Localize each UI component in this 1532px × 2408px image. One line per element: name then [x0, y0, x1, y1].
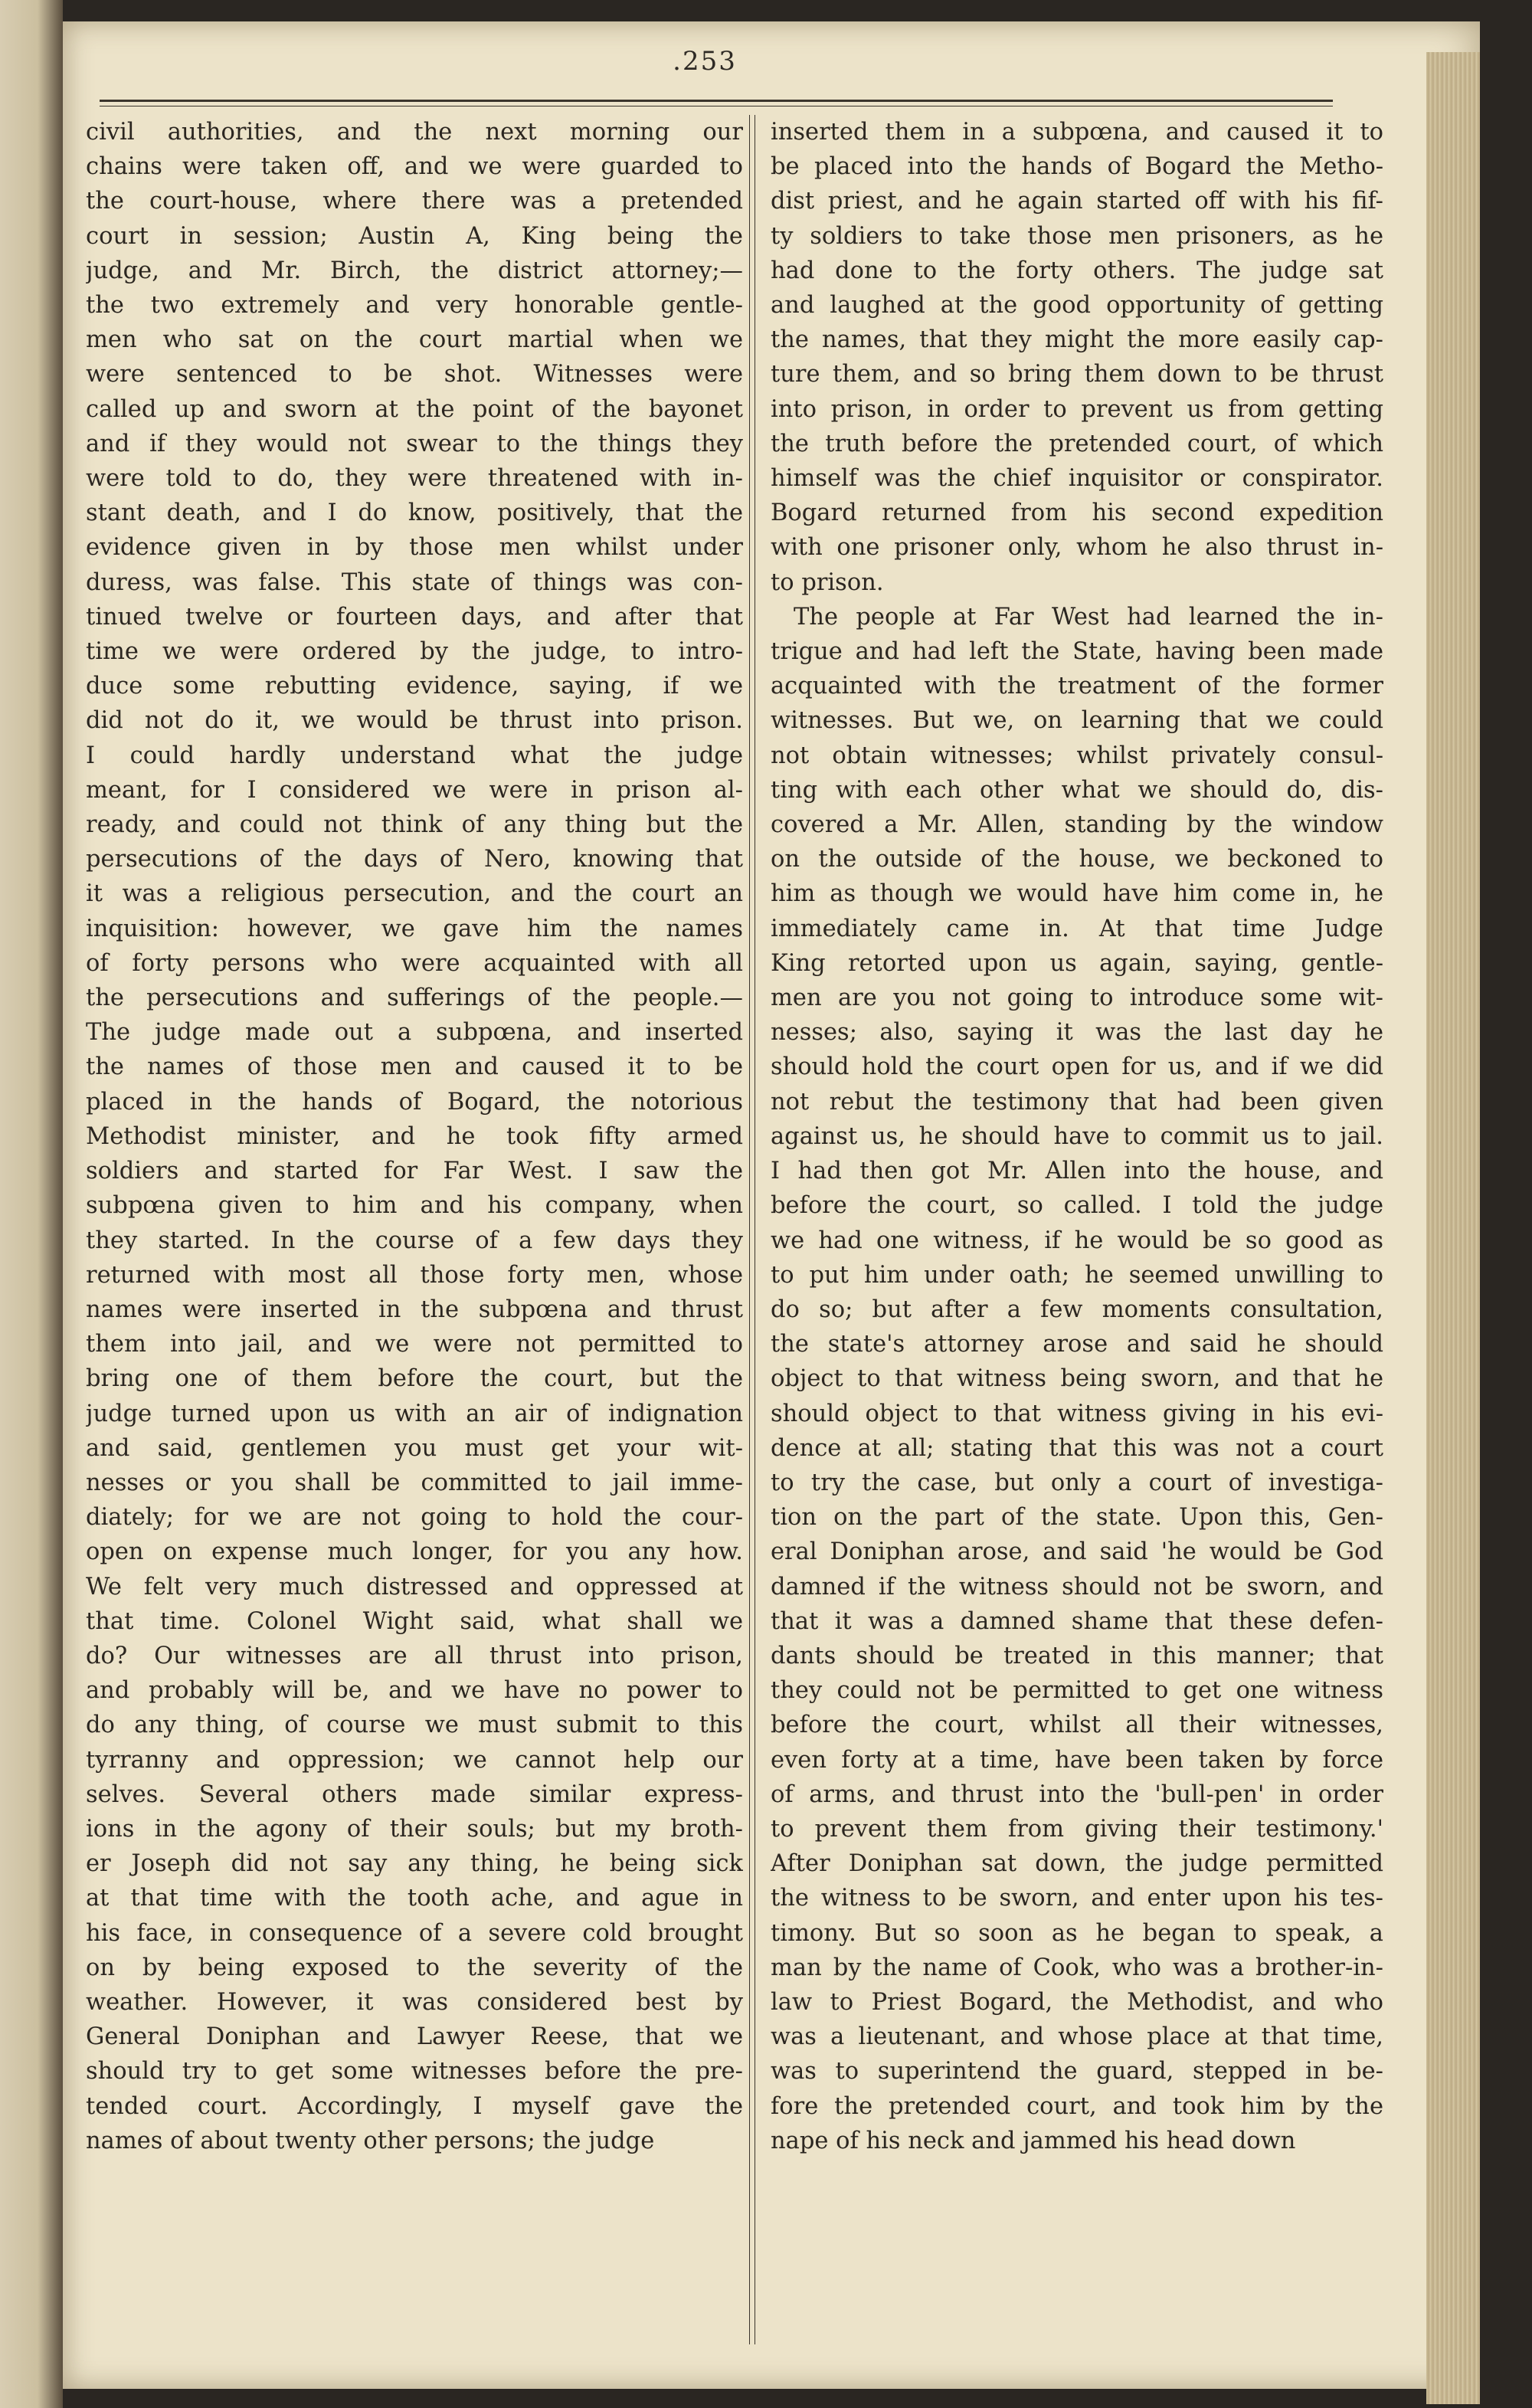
- text-line: After Doniphan sat down, the judge permitted: [771, 1850, 1383, 1878]
- text-line: and laughed at the good opportunity of getting: [771, 292, 1383, 319]
- text-line: the court-house, where there was a pretended: [86, 188, 743, 215]
- text-line: er Joseph did not say any thing, he being sick: [86, 1850, 743, 1878]
- text-line: himself was the chief inquisitor or conspirator.: [771, 465, 1383, 493]
- text-line: tion on the part of the state. Upon this, Gen-: [771, 1504, 1383, 1532]
- text-line: duress, was false. This state of things was con-: [86, 568, 743, 596]
- text-line: meant, for I considered we were in prison al-: [86, 776, 743, 804]
- text-line: trigue and had left the State, having been made: [771, 638, 1383, 666]
- text-line: them into jail, and we were not permitted to: [86, 1331, 743, 1358]
- text-line: I had then got Mr. Allen into the house, and: [771, 1158, 1383, 1185]
- text-line: should try to get some witnesses before the pre-: [86, 2058, 743, 2085]
- text-line: we had one witness, if he would be so good as: [771, 1227, 1383, 1254]
- text-line: I could hardly understand what the judge: [86, 742, 743, 769]
- text-line: not obtain witnesses; whilst privately consul-: [771, 742, 1383, 769]
- text-line: nesses or you shall be committed to jail imme-: [86, 1469, 743, 1496]
- text-line: into prison, in order to prevent us from getting: [771, 395, 1383, 423]
- text-line: eral Doniphan arose, and said 'he would be God: [771, 1538, 1383, 1566]
- text-line: his face, in consequence of a severe cold brought: [86, 1919, 743, 1947]
- text-line: were sentenced to be shot. Witnesses were: [86, 361, 743, 388]
- text-line: We felt very much distressed and oppressed at: [86, 1573, 743, 1600]
- text-line: the truth before the pretended court, of which: [771, 430, 1383, 457]
- text-line: ture them, and so bring them down to be thrust: [771, 361, 1383, 388]
- text-line: duce some rebutting evidence, saying, if we: [86, 673, 743, 700]
- text-line: to prevent them from giving their testimony.': [771, 1815, 1383, 1843]
- text-line: men are you not going to introduce some wit-: [771, 984, 1383, 1012]
- text-line: do any thing, of course we must submit to this: [86, 1712, 743, 1739]
- text-line: subpœna given to him and his company, when: [86, 1192, 743, 1220]
- text-line: before the court, so called. I told the judge: [771, 1192, 1383, 1220]
- text-line: open on expense much longer, for you any how.: [86, 1538, 743, 1566]
- text-line: even forty at a time, have been taken by force: [771, 1746, 1383, 1774]
- text-line: immediately came in. At that time Judge: [771, 915, 1383, 942]
- text-line: names of about twenty other persons; the judge: [86, 2127, 655, 2154]
- text-line: on by being exposed to the severity of the: [86, 1954, 743, 1981]
- text-line: time we were ordered by the judge, to intro-: [86, 638, 743, 666]
- text-line: object to that witness being sworn, and that he: [771, 1365, 1383, 1393]
- column-divider: [749, 115, 755, 2344]
- text-line: him as though we would have him come in, he: [771, 880, 1383, 908]
- text-line: do? Our witnesses are all thrust into prison,: [86, 1642, 743, 1669]
- text-line: The judge made out a subpœna, and inserted: [86, 1019, 743, 1047]
- text-line: was a lieutenant, and whose place at that time,: [771, 2023, 1383, 2051]
- text-line: were told to do, they were threatened with in-: [86, 465, 743, 493]
- text-line: it was a religious persecution, and the court an: [86, 880, 743, 908]
- text-line: and probably will be, and we have no power to: [86, 1677, 743, 1705]
- right-text-column: [771, 115, 1383, 2158]
- text-line: evidence given in by those men whilst under: [86, 534, 743, 562]
- text-line: persecutions of the days of Nero, knowing that: [86, 846, 743, 873]
- header-rule: [100, 100, 1333, 102]
- text-line: dist priest, and he again started off with his fif-: [771, 188, 1383, 215]
- page-number: .253: [673, 46, 737, 77]
- text-line: ready, and could not think of any thing but the: [86, 811, 743, 839]
- text-line: weather. However, it was considered best by: [86, 1988, 743, 2016]
- text-line: fore the pretended court, and took him by the: [771, 2092, 1383, 2120]
- text-line: ions in the agony of their souls; but my broth-: [86, 1815, 743, 1843]
- text-line: of arms, and thrust into the 'bull-pen' in order: [771, 1781, 1383, 1808]
- text-line: tyrranny and oppression; we cannot help our: [86, 1746, 743, 1774]
- text-line: dants should be treated in this manner; that: [771, 1642, 1383, 1669]
- text-line: of forty persons who were acquainted with all: [86, 949, 743, 977]
- text-line: the state's attorney arose and said he should: [771, 1331, 1383, 1358]
- text-line: inserted them in a subpœna, and caused it to: [771, 119, 1383, 146]
- text-line: that time. Colonel Wight said, what shall we: [86, 1607, 743, 1635]
- text-line: Methodist minister, and he took fifty armed: [86, 1122, 743, 1150]
- text-line: to put him under oath; he seemed unwilling to: [771, 1261, 1383, 1289]
- text-line: damned if the witness should not be sworn, and: [771, 1573, 1383, 1600]
- text-line: The people at Far West had learned the in-: [794, 603, 1383, 631]
- text-line: returned with most all those forty men, whose: [86, 1261, 743, 1289]
- text-line: should hold the court open for us, and if we did: [771, 1053, 1383, 1081]
- text-line: dence at all; stating that this was not a court: [771, 1434, 1383, 1462]
- text-line: be placed into the hands of Bogard the Metho-: [771, 153, 1383, 181]
- text-line: bring one of them before the court, but the: [86, 1365, 743, 1393]
- text-line: on the outside of the house, we beckoned to: [771, 846, 1383, 873]
- text-line: acquainted with the treatment of the former: [771, 673, 1383, 700]
- text-line: ting with each other what we should do, dis-: [771, 776, 1383, 804]
- text-line: soldiers and started for Far West. I saw the: [86, 1158, 743, 1185]
- text-line: witnesses. But we, on learning that we could: [771, 707, 1383, 735]
- text-line: to prison.: [771, 568, 884, 596]
- text-line: judge turned upon us with an air of indignation: [86, 1400, 743, 1427]
- text-line: called up and sworn at the point of the bayonet: [86, 395, 743, 423]
- text-line: man by the name of Cook, who was a brother-in-: [771, 1954, 1383, 1981]
- text-line: to try the case, but only a court of investiga-: [771, 1469, 1383, 1496]
- text-line: the names, that they might the more easily cap-: [771, 326, 1383, 354]
- text-line: with one prisoner only, whom he also thrust in-: [771, 534, 1383, 562]
- text-line: did not do it, we would be thrust into prison.: [86, 707, 743, 735]
- text-line: they could not be permitted to get one witness: [771, 1677, 1383, 1705]
- text-line: and said, gentlemen you must get your wit-: [86, 1434, 743, 1462]
- text-line: stant death, and I do know, positively, that the: [86, 500, 743, 527]
- text-line: court in session; Austin A, King being the: [86, 222, 743, 250]
- text-line: King retorted upon us again, saying, gentle-: [771, 949, 1383, 977]
- text-line: law to Priest Bogard, the Methodist, and who: [771, 1988, 1383, 2016]
- text-line: inquisition: however, we gave him the names: [86, 915, 743, 942]
- text-line: and if they would not swear to the things they: [86, 430, 743, 457]
- text-line: at that time with the tooth ache, and ague in: [86, 1885, 743, 1912]
- text-line: had done to the forty others. The judge sat: [771, 257, 1383, 284]
- page-stack-edge: [1426, 52, 1480, 2404]
- text-line: chains were taken off, and we were guarded to: [86, 153, 743, 181]
- text-line: nape of his neck and jammed his head down: [771, 2127, 1296, 2154]
- text-line: civil authorities, and the next morning our: [86, 119, 743, 146]
- text-line: placed in the hands of Bogard, the notorious: [86, 1088, 743, 1116]
- text-line: Bogard returned from his second expedition: [771, 500, 1383, 527]
- text-line: timony. But so soon as he began to speak, a: [771, 1919, 1383, 1947]
- text-line: that it was a damned shame that these defen-: [771, 1607, 1383, 1635]
- text-line: not rebut the testimony that had been given: [771, 1088, 1383, 1116]
- text-line: the names of those men and caused it to be: [86, 1053, 743, 1081]
- facing-page-edge: [0, 0, 63, 2408]
- text-line: selves. Several others made similar express-: [86, 1781, 743, 1808]
- text-line: the witness to be sworn, and enter upon his tes-: [771, 1885, 1383, 1912]
- text-line: the persecutions and sufferings of the people.—: [86, 984, 743, 1012]
- text-line: should object to that witness giving in his evi-: [771, 1400, 1383, 1427]
- text-line: tinued twelve or fourteen days, and after that: [86, 603, 743, 631]
- text-line: against us, he should have to commit us to jail.: [771, 1122, 1383, 1150]
- text-line: they started. In the course of a few days they: [86, 1227, 743, 1254]
- text-line: tended court. Accordingly, I myself gave the: [86, 2092, 743, 2120]
- text-line: the two extremely and very honorable gentle-: [86, 292, 743, 319]
- text-line: judge, and Mr. Birch, the district attorney;—: [86, 257, 743, 284]
- text-line: do so; but after a few moments consultation,: [771, 1296, 1383, 1323]
- text-line: General Doniphan and Lawyer Reese, that we: [86, 2023, 743, 2051]
- text-line: names were inserted in the subpœna and thrust: [86, 1296, 743, 1323]
- text-line: before the court, whilst all their witnesses,: [771, 1712, 1383, 1739]
- left-text-column: [86, 115, 743, 2158]
- text-line: men who sat on the court martial when we: [86, 326, 743, 354]
- text-line: covered a Mr. Allen, standing by the window: [771, 811, 1383, 839]
- text-line: was to superintend the guard, stepped in be-: [771, 2058, 1383, 2085]
- text-line: nesses; also, saying it was the last day he: [771, 1019, 1383, 1047]
- text-line: ty soldiers to take those men prisoners, as he: [771, 222, 1383, 250]
- text-line: diately; for we are not going to hold the cour-: [86, 1504, 743, 1532]
